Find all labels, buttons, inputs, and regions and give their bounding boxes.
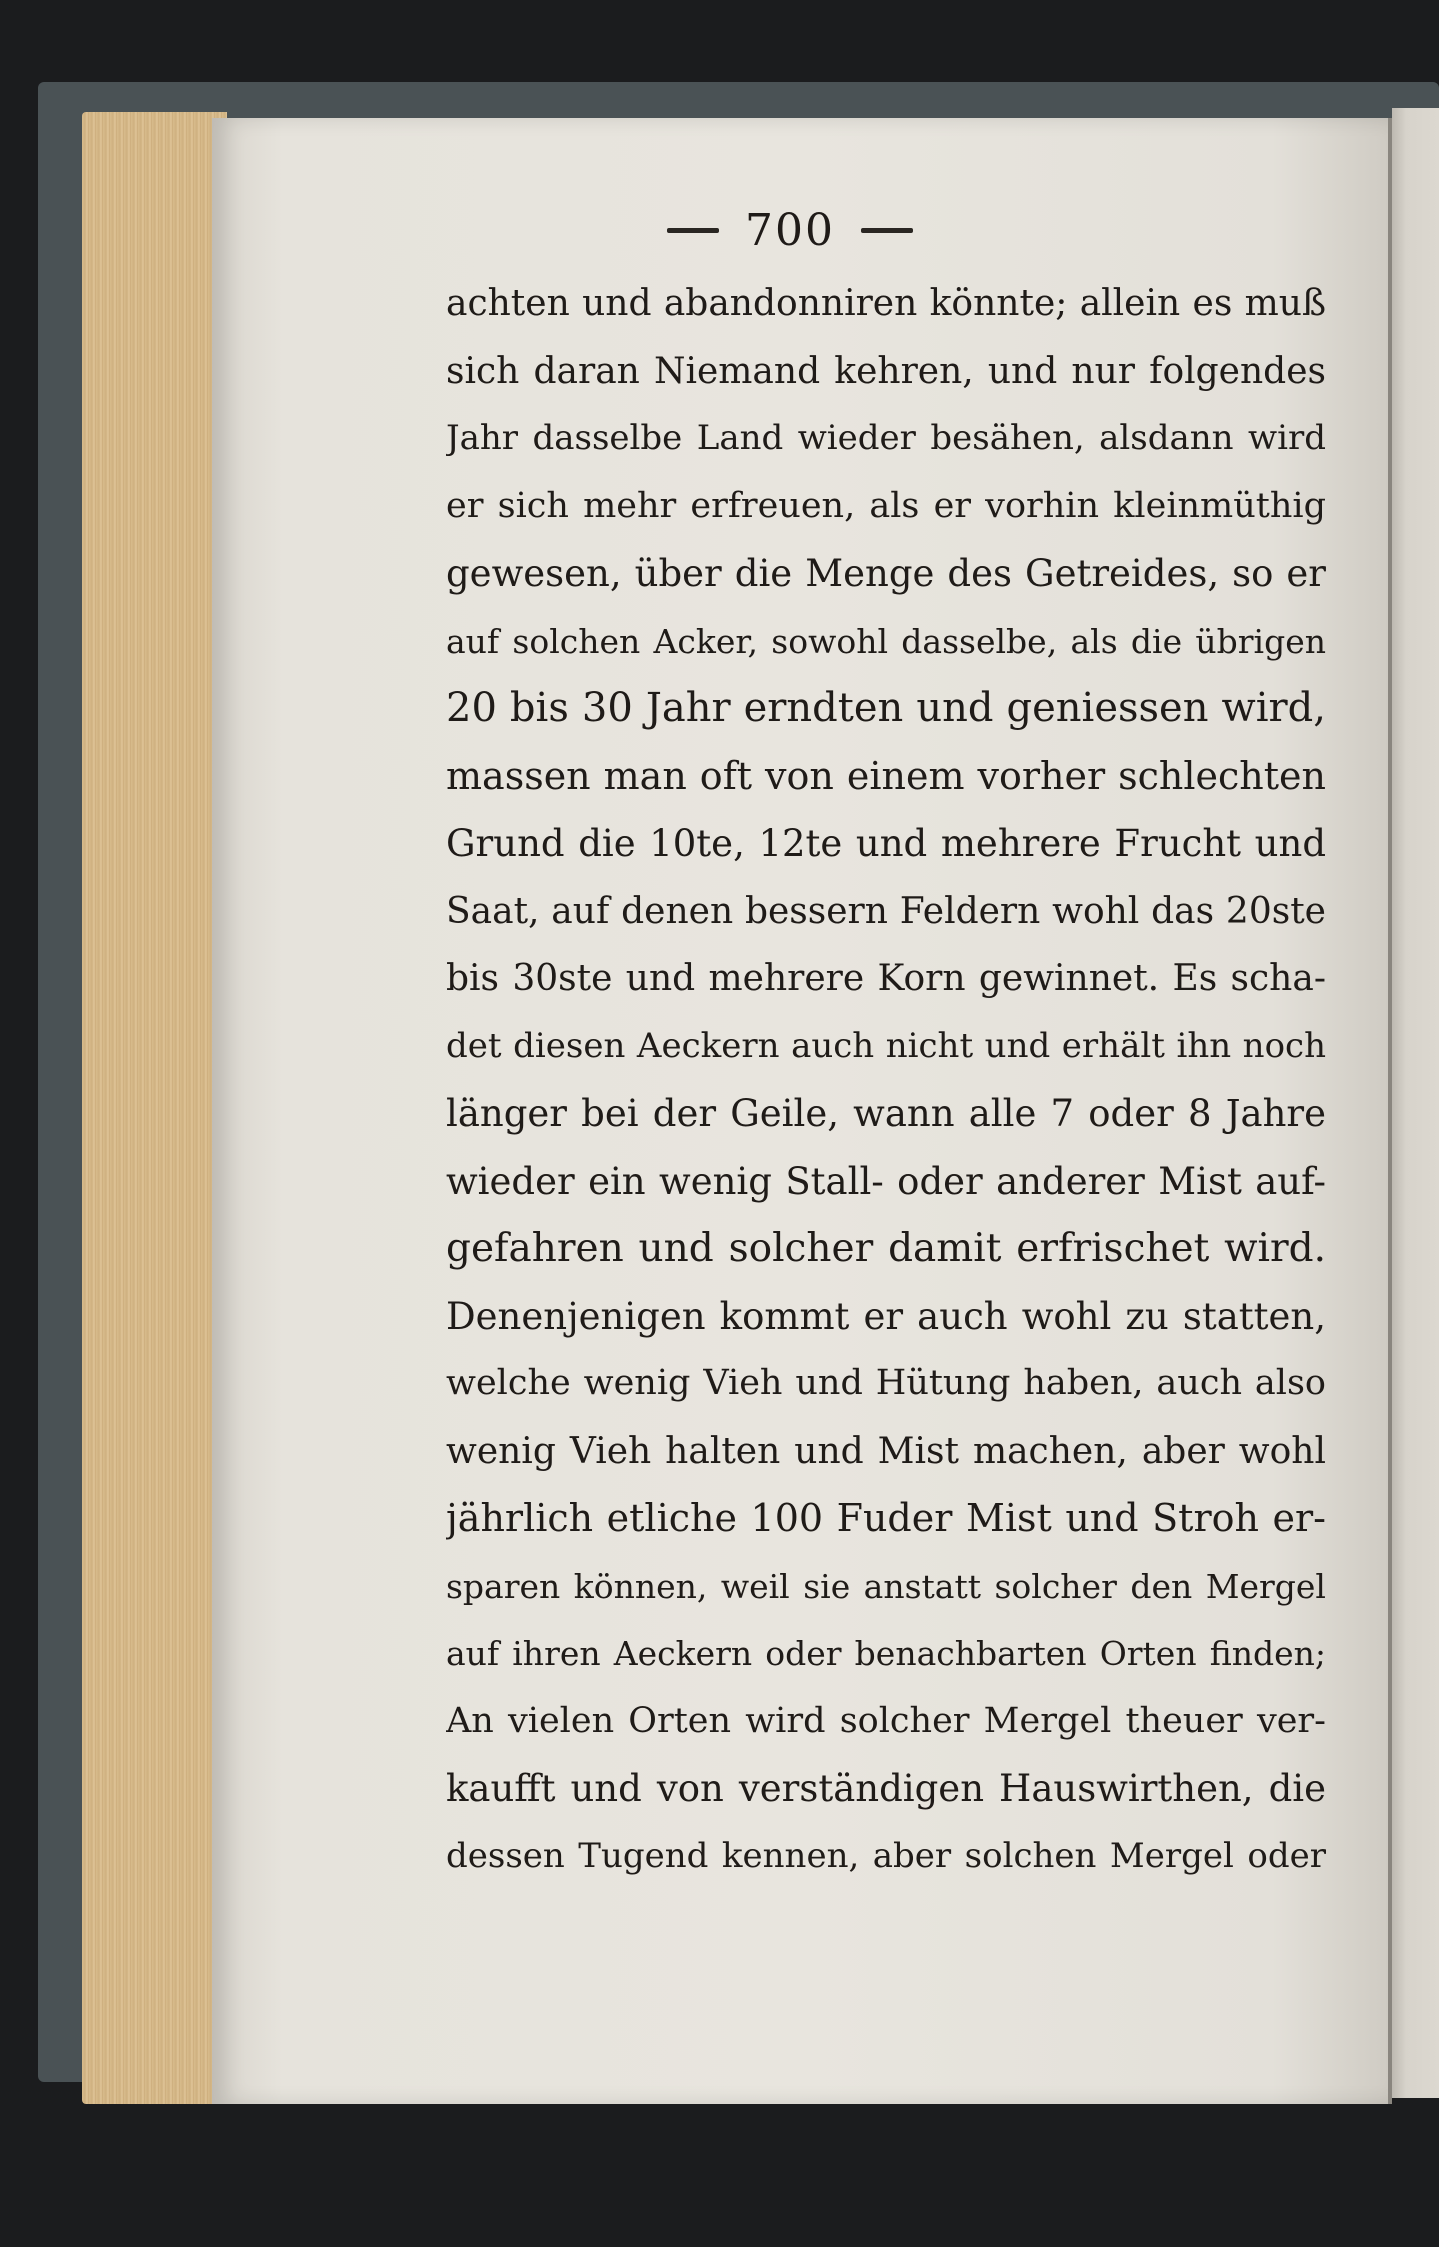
adjacent-page: [1392, 108, 1439, 2098]
text-line: auf solchen Acker, sowohl dasselbe, als die übrigen: [446, 621, 1326, 661]
text-line: wieder ein wenig Stall- oder anderer Mist auf-: [446, 1159, 1326, 1203]
text-line: gewesen, über die Menge des Getreides, so er: [446, 552, 1326, 595]
text-line: det diesen Aeckern auch nicht und erhält ihn noch: [446, 1025, 1326, 1066]
text-line: An vielen Orten wird solcher Mergel theuer ver-: [446, 1700, 1326, 1741]
header-dash-right: [861, 228, 913, 233]
text-line: Grund die 10te, 12te und mehrere Frucht und: [446, 822, 1326, 865]
text-line: er sich mehr erfreuen, als er vorhin kleinmüthig: [446, 485, 1326, 526]
body-text: [446, 270, 1326, 1890]
text-line: Saat, auf denen bessern Feldern wohl das 20ste: [446, 890, 1326, 932]
header-dash-left: [667, 228, 719, 233]
text-line: gefahren und solcher damit erfrischet wird.: [446, 1226, 1326, 1271]
text-line: Denenjenigen kommt er auch wohl zu statten,: [446, 1294, 1326, 1338]
text-line: massen man oft von einem vorher schlechten: [446, 753, 1326, 798]
gutter: [1388, 118, 1392, 2104]
text-line: länger bei der Geile, wann alle 7 oder 8 Jahre: [446, 1092, 1326, 1135]
page-edges: [82, 112, 227, 2104]
text-line: auf ihren Aeckern oder benachbarten Orten finden;: [446, 1634, 1326, 1673]
text-line: Jahr dasselbe Land wieder besähen, alsdann wird: [446, 418, 1326, 458]
text-line: wenig Vieh halten und Mist machen, aber wohl: [446, 1430, 1326, 1472]
text-line: sich daran Niemand kehren, und nur folgendes: [446, 350, 1326, 392]
text-line: achten und abandonniren könnte; allein es muß: [446, 283, 1326, 324]
page-number: 700: [745, 204, 835, 256]
text-line: 20 bis 30 Jahr erndten und geniessen wird,: [446, 685, 1326, 731]
text-line: kaufft und von verständigen Hauswirthen, die: [446, 1767, 1326, 1810]
text-line: welche wenig Vieh und Hütung haben, auch also: [446, 1363, 1326, 1403]
text-line: jährlich etliche 100 Fuder Mist und Stroh er-: [446, 1496, 1326, 1540]
page-header: [440, 200, 1140, 260]
text-line: dessen Tugend kennen, aber solchen Mergel oder: [446, 1835, 1326, 1876]
text-line: sparen können, weil sie anstatt solcher den Mergel: [446, 1566, 1326, 1606]
text-line: bis 30ste und mehrere Korn gewinnet. Es scha-: [446, 958, 1326, 999]
